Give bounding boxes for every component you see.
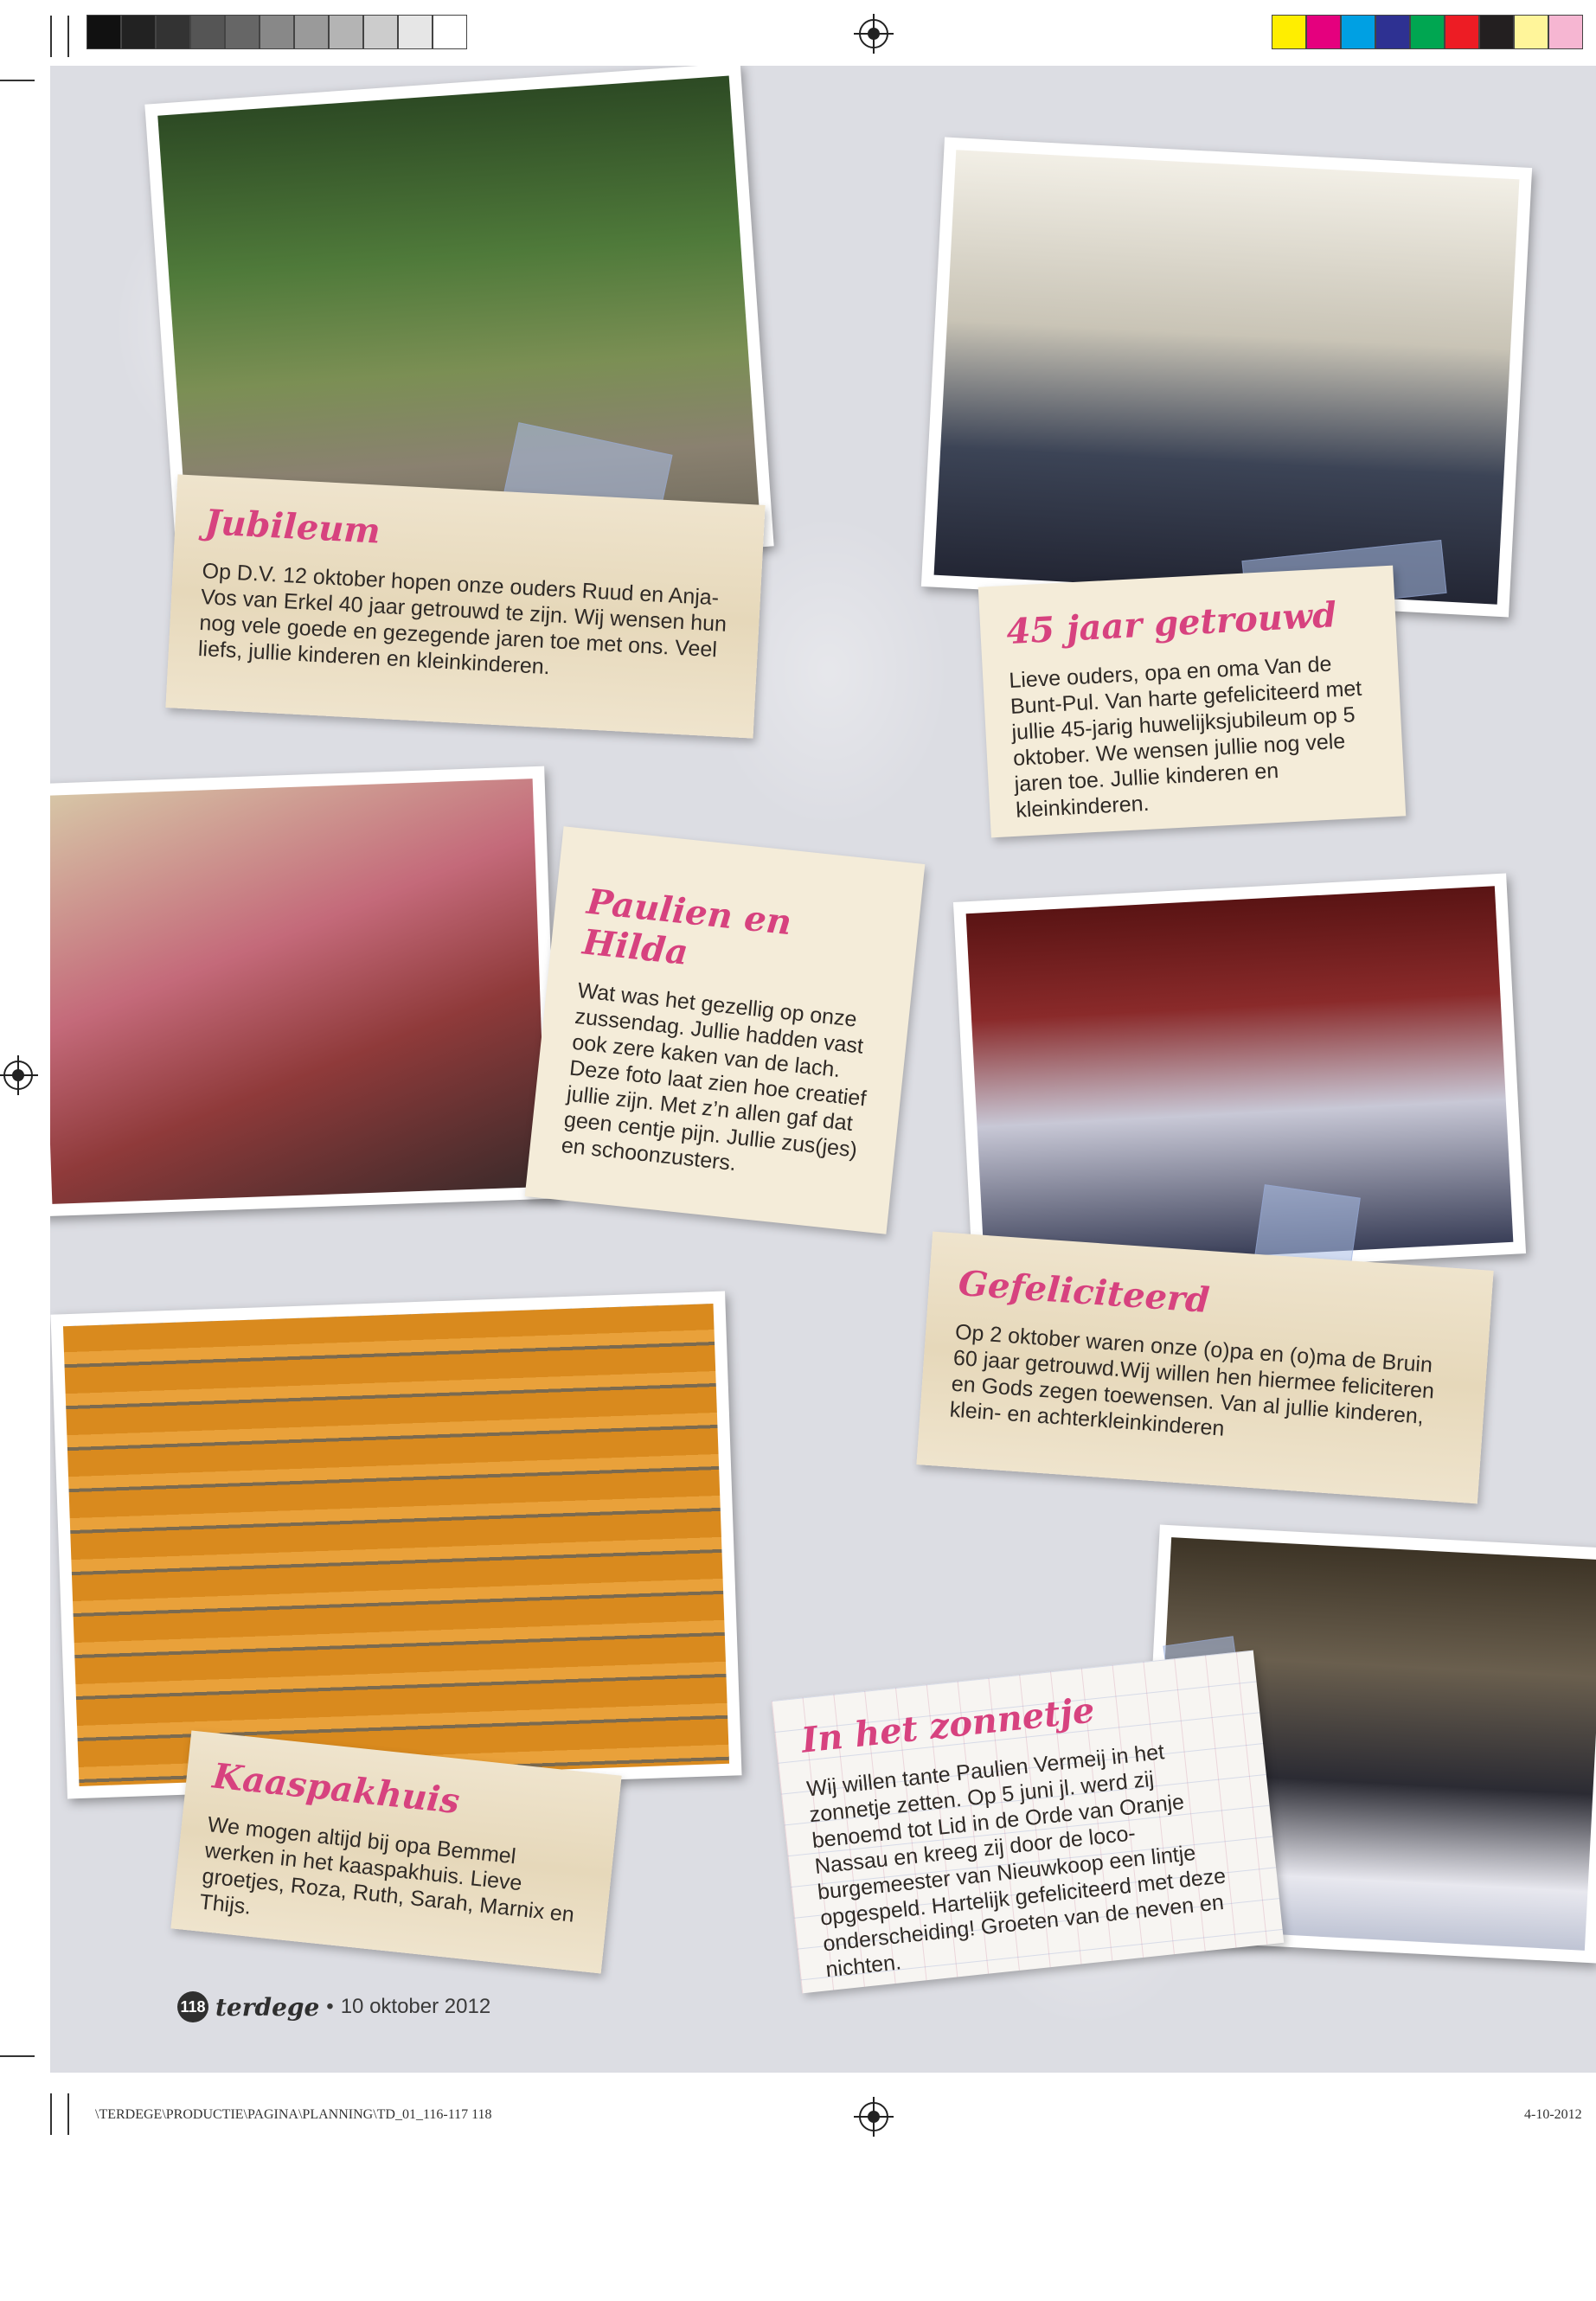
color-swatch: [1375, 15, 1410, 49]
magazine-brand: terdege: [215, 1992, 320, 2022]
card-text: Op 2 oktober waren onze (o)pa en (o)ma de Bruin 60 jaar getrouwd.Wij willen hen hiermee feliciteren en Gods zegen toewensen. Van al jullie kinderen, klein- en achterkleinkinderen: [948, 1319, 1435, 1441]
card-gefeliciteerd: [916, 1232, 1493, 1504]
registration-mark-icon: [3, 1061, 33, 1090]
card-title: Kaaspakhuis: [210, 1755, 462, 1823]
card-text: Wij willen tante Paulien Vermeij in het zonnetje zetten. Op 5 juni jl. werd zij benoemd tot Lid in de Orde van Oranje Nassau en kreeg zij door de loco-burgemeester van Nieuwkoop een lintje opgespeld. Hartelijk gefeliciteerd met deze onderscheiding! Groeten van de neven en nichten.: [805, 1740, 1227, 1983]
card-title: Gefeliciteerd: [957, 1262, 1211, 1322]
color-swatch: [225, 15, 260, 49]
slug-date: 4-10-2012: [1524, 2107, 1582, 2122]
process-color-bar: [1272, 15, 1583, 49]
crop-mark: [50, 2093, 52, 2135]
card-paulien-en-hilda: [525, 826, 926, 1234]
color-swatch: [363, 15, 398, 49]
issue-date: 10 oktober 2012: [340, 1995, 491, 2018]
photo-sisters-wreaths: [50, 766, 560, 1217]
photo-grandpa-cheese-warehouse: [50, 1292, 741, 1799]
page-footer: [177, 1991, 490, 2022]
card-text: Op D.V. 12 oktober hopen onze ouders Ruud en Anja-Vos van Erkel 40 jaar getrouwd te zijn. Wij wensen hun nog vele goede en gezegende jaren toe met ons. Veel liefs, jullie kinderen en kleinkinderen.: [197, 559, 727, 680]
color-swatch: [1306, 15, 1341, 49]
card-in-het-zonnetje: [772, 1650, 1284, 1994]
color-swatch: [433, 15, 467, 49]
color-swatch: [1341, 15, 1375, 49]
color-swatch: [190, 15, 225, 49]
card-title: In het zonnetje: [799, 1689, 1097, 1761]
crop-mark: [67, 2093, 69, 2135]
color-swatch: [1410, 15, 1445, 49]
crop-mark: [50, 16, 52, 57]
page-number: 118: [177, 1991, 208, 2022]
card-title: Jubileum: [203, 502, 381, 552]
photo-elderly-couple-party: [953, 874, 1526, 1283]
color-swatch: [329, 15, 363, 49]
color-swatch: [1445, 15, 1479, 49]
color-swatch: [87, 15, 121, 49]
card-jubileum: [165, 474, 765, 738]
color-swatch: [156, 15, 190, 49]
card-title: Paulien en Hilda: [580, 881, 794, 973]
color-swatch: [294, 15, 329, 49]
card-text: Wat was het gezellig op onze zussendag. Jullie hadden vast ook zere kaken van de lach. Deze foto laat zien hoe creatief jullie zijn. Met z’n allen gaf dat geen centje pijn. Jullie zus(jes) en schoonzusters.: [560, 978, 868, 1176]
card-text: Lieve ouders, opa en oma Van de Bunt-Pul. Van harte gefeliciteerd met jullie 45-jarig huwelijksjubileum op 5 oktober. We wensen jullie nog vele jaren toe. Jullie kinderen en kleinkinderen.: [1008, 651, 1362, 823]
color-swatch: [398, 15, 433, 49]
grayscale-color-bar: [87, 15, 467, 49]
crop-mark: [67, 16, 69, 57]
card-text: We mogen altijd bij opa Bemmel werken in het kaaspakhuis. Lieve groetjes, Roza, Ruth, Sarah, Marnix en Thijs.: [198, 1812, 576, 1927]
color-swatch: [121, 15, 156, 49]
color-swatch: [1272, 15, 1306, 49]
card-title: 45 jaar getrouwd: [1005, 594, 1338, 653]
card-45-jaar-getrouwd: [978, 566, 1407, 838]
registration-mark-icon: [859, 2102, 888, 2131]
registration-mark-icon: [859, 19, 888, 48]
color-swatch: [1479, 15, 1514, 49]
footer-separator: •: [326, 1995, 334, 2018]
slug-file-path: \TERDEGE\PRODUCTIE\PAGINA\PLANNING\TD_01_116-117 118: [95, 2107, 492, 2122]
color-swatch: [1548, 15, 1583, 49]
color-swatch: [1514, 15, 1548, 49]
magazine-page: [50, 66, 1596, 2073]
crop-mark: [0, 2055, 35, 2057]
color-swatch: [260, 15, 294, 49]
crop-mark: [0, 80, 35, 81]
